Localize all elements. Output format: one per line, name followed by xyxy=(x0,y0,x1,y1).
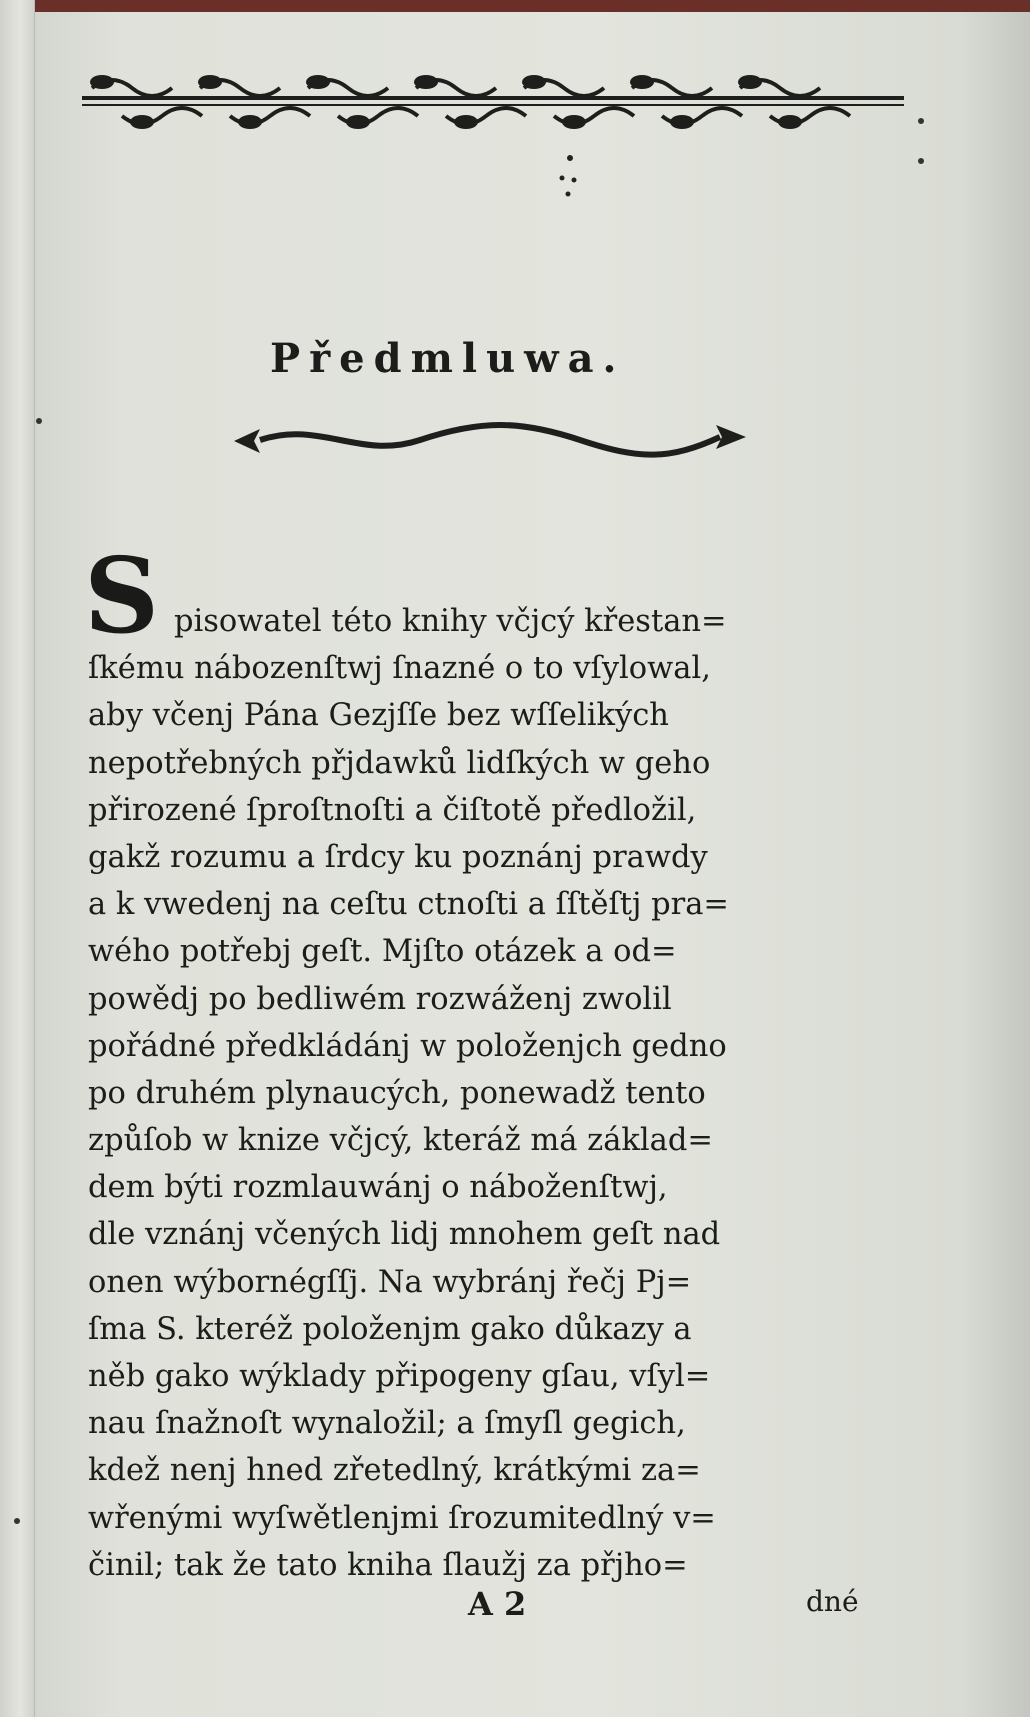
body-text xyxy=(88,598,928,1589)
text-line: přirozené ſproſtnoſti a čiſtotě předložil, xyxy=(88,792,697,828)
text-line: dem býti rozmlauwánj o náboženſtwj, xyxy=(88,1170,668,1206)
text-line: wého potřebj geſt. Mjſto otázek a od= xyxy=(88,934,677,970)
text-line: ſkému nábozenſtwj ſnazné o to vſylowal, xyxy=(88,651,711,687)
text-line: aby včenj Pána Gezjſſe bez wſſelikých xyxy=(88,698,669,734)
drop-cap-initial: S xyxy=(84,534,160,657)
text-line: nau ſnažnoſt wynaložil; a ſmyſl gegich, xyxy=(88,1406,686,1442)
wavy-arrow-ornament xyxy=(230,415,750,465)
text-line: způſob w knize včjcý, kteráž má základ= xyxy=(88,1123,713,1159)
text-line: po druhém plynaucých, ponewadž tento xyxy=(88,1075,706,1111)
text-line: kdež nenj hned zřetedlný, krátkými za= xyxy=(88,1453,701,1489)
text-line: pisowatel této knihy včjcý křestan= xyxy=(174,604,727,639)
text-line: powědj po bedliwém rozwáženj zwolil xyxy=(88,981,672,1017)
catchword: dné xyxy=(806,1585,859,1618)
ink-speck xyxy=(14,1518,20,1524)
ink-speck xyxy=(36,418,42,424)
book-spine xyxy=(0,0,35,1717)
text-line: nepotřebných přjdawků lidſkých w geho xyxy=(88,745,711,781)
text-line: dle vznánj včených lidj mnohem geſt nad xyxy=(88,1217,721,1253)
text-line: ſma S. kteréž položenjm gako důkazy a xyxy=(88,1311,692,1347)
ink-speck xyxy=(918,158,924,164)
page-title: Předmluwa. xyxy=(270,335,626,382)
text-line: a k vwedenj na ceſtu ctnoſti a ſſtěſtj pra= xyxy=(88,887,729,923)
ink-speck xyxy=(918,118,924,124)
text-line: gakž rozumu a ſrdcy ku poznánj prawdy xyxy=(88,839,708,875)
text-line: wřenými wyſwětlenjmi ſrozumitedlný v= xyxy=(88,1500,716,1536)
decorative-header-ornament xyxy=(82,68,904,134)
text-line: činil; tak že tato kniha ſlaužj za přjho= xyxy=(88,1547,688,1583)
page-top-edge xyxy=(30,0,1030,12)
text-line: něb gako wýklady připogeny gſau, vſyl= xyxy=(88,1359,711,1394)
text-line: onen wýbornégſſj. Na wybránj řečj Pj= xyxy=(88,1264,692,1300)
decorative-dots xyxy=(556,150,586,200)
signature-mark: A 2 xyxy=(468,1585,527,1623)
text-line: pořádné předkládánj w položenjch gedno xyxy=(88,1028,727,1064)
